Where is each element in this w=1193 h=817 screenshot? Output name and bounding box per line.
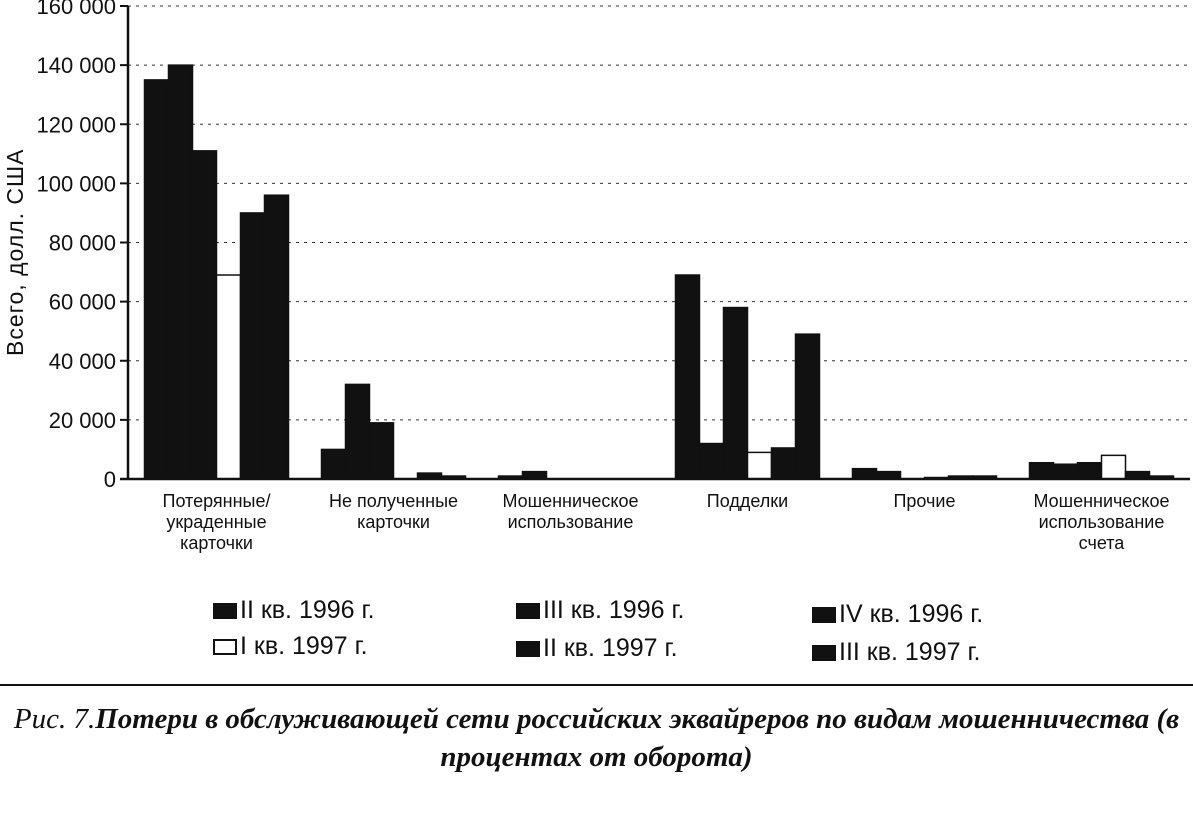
legend-label: II кв. 1996 г. xyxy=(240,596,375,624)
x-category-label: Потерянные/ xyxy=(162,491,271,511)
legend-swatch xyxy=(516,603,540,619)
bar xyxy=(1054,464,1078,479)
chart-legend xyxy=(0,592,1193,672)
bar xyxy=(1078,463,1102,479)
bar xyxy=(748,452,772,479)
bar xyxy=(370,423,394,479)
x-category-label: Подделки xyxy=(706,491,789,511)
bar xyxy=(322,449,346,479)
y-tick-label: 120 000 xyxy=(36,112,116,138)
bar xyxy=(1030,463,1054,479)
legend-swatch xyxy=(812,645,836,661)
legend-label: II кв. 1997 г. xyxy=(543,634,678,662)
bar xyxy=(346,384,370,479)
bar xyxy=(169,65,193,479)
x-category-label: счета xyxy=(1078,533,1125,553)
y-axis-label: Всего, долл. США xyxy=(2,148,28,356)
legend-item xyxy=(213,632,368,661)
bar xyxy=(853,469,877,479)
legend-swatch xyxy=(213,639,237,655)
figure-caption xyxy=(0,700,1193,776)
x-category-label: Мошенническое xyxy=(502,491,639,511)
x-category-label: использование xyxy=(1038,512,1165,532)
x-category-label: украденные xyxy=(166,512,267,532)
legend-item xyxy=(812,638,980,667)
legend-swatch xyxy=(516,641,540,657)
legend-item xyxy=(516,634,678,663)
y-tick-label: 140 000 xyxy=(36,53,116,79)
y-tick-label: 60 000 xyxy=(48,289,116,315)
x-category-label: карточки xyxy=(357,512,430,532)
y-tick-label: 160 000 xyxy=(36,0,116,19)
bar xyxy=(217,275,241,479)
y-tick-label: 80 000 xyxy=(48,230,116,256)
bar xyxy=(145,80,169,479)
legend-item xyxy=(213,596,375,625)
legend-swatch xyxy=(812,607,836,623)
y-tick-label: 20 000 xyxy=(48,407,116,433)
legend-label: IV кв. 1996 г. xyxy=(839,600,984,628)
bar xyxy=(265,195,289,479)
x-category-label: Не полученные xyxy=(328,491,459,511)
y-tick-label: 0 xyxy=(103,467,116,492)
legend-label: III кв. 1997 г. xyxy=(839,638,981,666)
bar xyxy=(700,444,724,479)
legend-swatch xyxy=(213,603,237,619)
x-category-label: Мошенническое xyxy=(1033,491,1170,511)
divider-line xyxy=(0,684,1193,686)
caption-text: Потери в обслуживающей сети российских эквайреров по видам мошенничества (в процентах от оборота) xyxy=(95,703,1180,773)
bar xyxy=(724,308,748,479)
x-category-label: использование xyxy=(507,512,634,532)
bar xyxy=(1102,455,1126,479)
caption-figure-number: Рис. 7. xyxy=(13,703,96,735)
y-tick-label: 40 000 xyxy=(48,348,116,374)
y-tick-label: 100 000 xyxy=(36,171,116,197)
legend-item xyxy=(516,596,684,625)
legend-item xyxy=(812,600,983,629)
x-category-label: карточки xyxy=(180,533,253,553)
x-category-label: Прочие xyxy=(893,491,956,511)
bar xyxy=(193,151,217,479)
bar xyxy=(676,275,700,479)
bar xyxy=(796,334,820,479)
bar xyxy=(241,213,265,479)
bar xyxy=(772,448,796,479)
legend-label: I кв. 1997 г. xyxy=(240,632,368,660)
legend-label: III кв. 1996 г. xyxy=(543,596,685,624)
